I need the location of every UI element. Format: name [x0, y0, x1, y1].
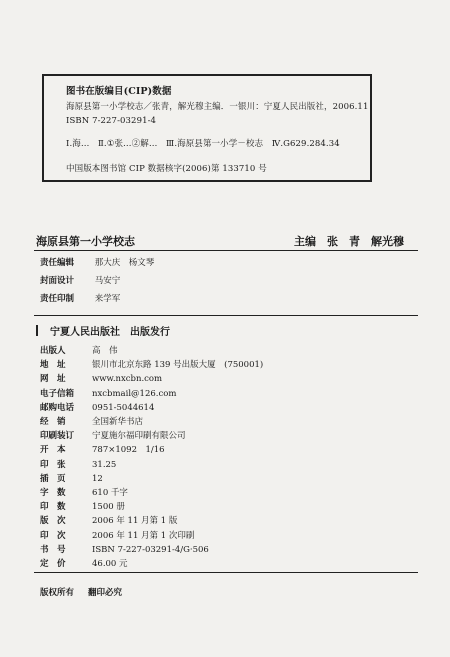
cip-classification: Ⅰ.海… Ⅱ.①张…②解… Ⅲ.海原县第一小学－校志 Ⅳ.G629.284.34 — [66, 139, 340, 149]
cip-record-number: 中国版本图书馆 CIP 数据核字(2006)第 133710 号 — [66, 164, 267, 174]
info-label: 开 本 — [40, 445, 66, 456]
info-label: 地 址 — [40, 360, 66, 371]
info-value: 46.00 元 — [92, 559, 128, 569]
info-row — [40, 486, 128, 498]
info-value: 0951-5044614 — [92, 402, 155, 413]
info-label: 网 址 — [40, 374, 66, 385]
copyright-notice — [40, 586, 122, 598]
info-value: 31.25 — [92, 459, 117, 470]
staff-value: 那大庆 杨文琴 — [94, 258, 155, 268]
info-label: 字 数 — [40, 488, 66, 498]
info-label: 书 号 — [40, 544, 66, 555]
info-value: 银川市北京东路 139 号出版大厦 (750001) — [92, 360, 264, 371]
divider-rule — [34, 572, 418, 573]
info-row — [40, 344, 118, 356]
info-value: www.nxcbn.com — [92, 374, 163, 385]
cip-catalog-line: 海原县第一小学校志／张青，解光穆主编．一银川：宁夏人民出版社，2006.11 — [66, 102, 369, 112]
publisher-logo-icon — [36, 325, 47, 336]
staff-value: 马安宁 — [94, 276, 121, 286]
info-label: 出版人 — [40, 346, 66, 356]
info-label: 经 销 — [40, 417, 66, 427]
info-label: 印 张 — [40, 459, 66, 470]
info-label: 插 页 — [40, 473, 66, 484]
info-value: 1500 册 — [92, 502, 125, 513]
info-label: 印 次 — [40, 530, 66, 541]
info-label: 定 价 — [40, 559, 66, 569]
info-value: nxcbmail@126.com — [92, 388, 177, 399]
staff-row — [40, 256, 154, 268]
staff-label: 责任印制 — [40, 294, 75, 304]
info-value: ISBN 7-227-03291-4/G·506 — [92, 544, 209, 555]
book-editors: 主编 张 青 解光穆 — [294, 235, 404, 248]
copyright-value: 翻印必究 — [88, 588, 123, 598]
info-row — [40, 415, 143, 427]
info-label: 印刷装订 — [40, 431, 75, 442]
info-row — [40, 401, 154, 413]
copyright-label: 版权所有 — [40, 588, 75, 598]
info-row — [40, 557, 128, 569]
book-title: 海原县第一小学校志 — [36, 235, 135, 248]
staff-row — [40, 292, 120, 304]
cip-data-box — [42, 74, 372, 182]
staff-label: 责任编辑 — [40, 258, 75, 268]
staff-label: 封面设计 — [40, 276, 75, 286]
info-row — [40, 372, 162, 384]
info-row — [40, 529, 194, 541]
info-row — [40, 472, 103, 484]
info-value: 宁夏施尔福印刷有限公司 — [92, 431, 186, 442]
info-row — [40, 358, 263, 370]
publisher-line — [36, 323, 170, 338]
info-value: 12 — [92, 473, 103, 484]
info-label: 邮购电话 — [40, 402, 75, 413]
info-row — [40, 543, 209, 555]
info-value: 全国新华书店 — [92, 417, 144, 427]
info-row — [40, 387, 176, 399]
info-value: 高 伟 — [92, 346, 118, 356]
divider-rule — [34, 250, 418, 251]
cip-isbn: ISBN 7-227-03291-4 — [66, 116, 157, 126]
info-value: 2006 年 11 月第 1 版 — [92, 516, 178, 527]
info-label: 印 数 — [40, 502, 66, 513]
info-row — [40, 514, 177, 526]
info-row — [40, 458, 116, 470]
info-row — [40, 429, 186, 441]
cip-title: 图书在版编目(CIP)数据 — [66, 86, 172, 97]
info-row — [40, 500, 125, 512]
info-value: 2006 年 11 月第 1 次印刷 — [92, 530, 195, 541]
divider-rule — [34, 315, 418, 316]
info-row — [40, 443, 165, 455]
info-label: 电子信箱 — [40, 388, 75, 399]
staff-value: 来学军 — [94, 294, 121, 304]
info-label: 版 次 — [40, 516, 66, 527]
staff-row — [40, 274, 120, 286]
info-value: 787×1092 1/16 — [92, 445, 165, 456]
publisher-text: 宁夏人民出版社 出版发行 — [50, 327, 170, 338]
info-value: 610 千字 — [92, 488, 128, 498]
